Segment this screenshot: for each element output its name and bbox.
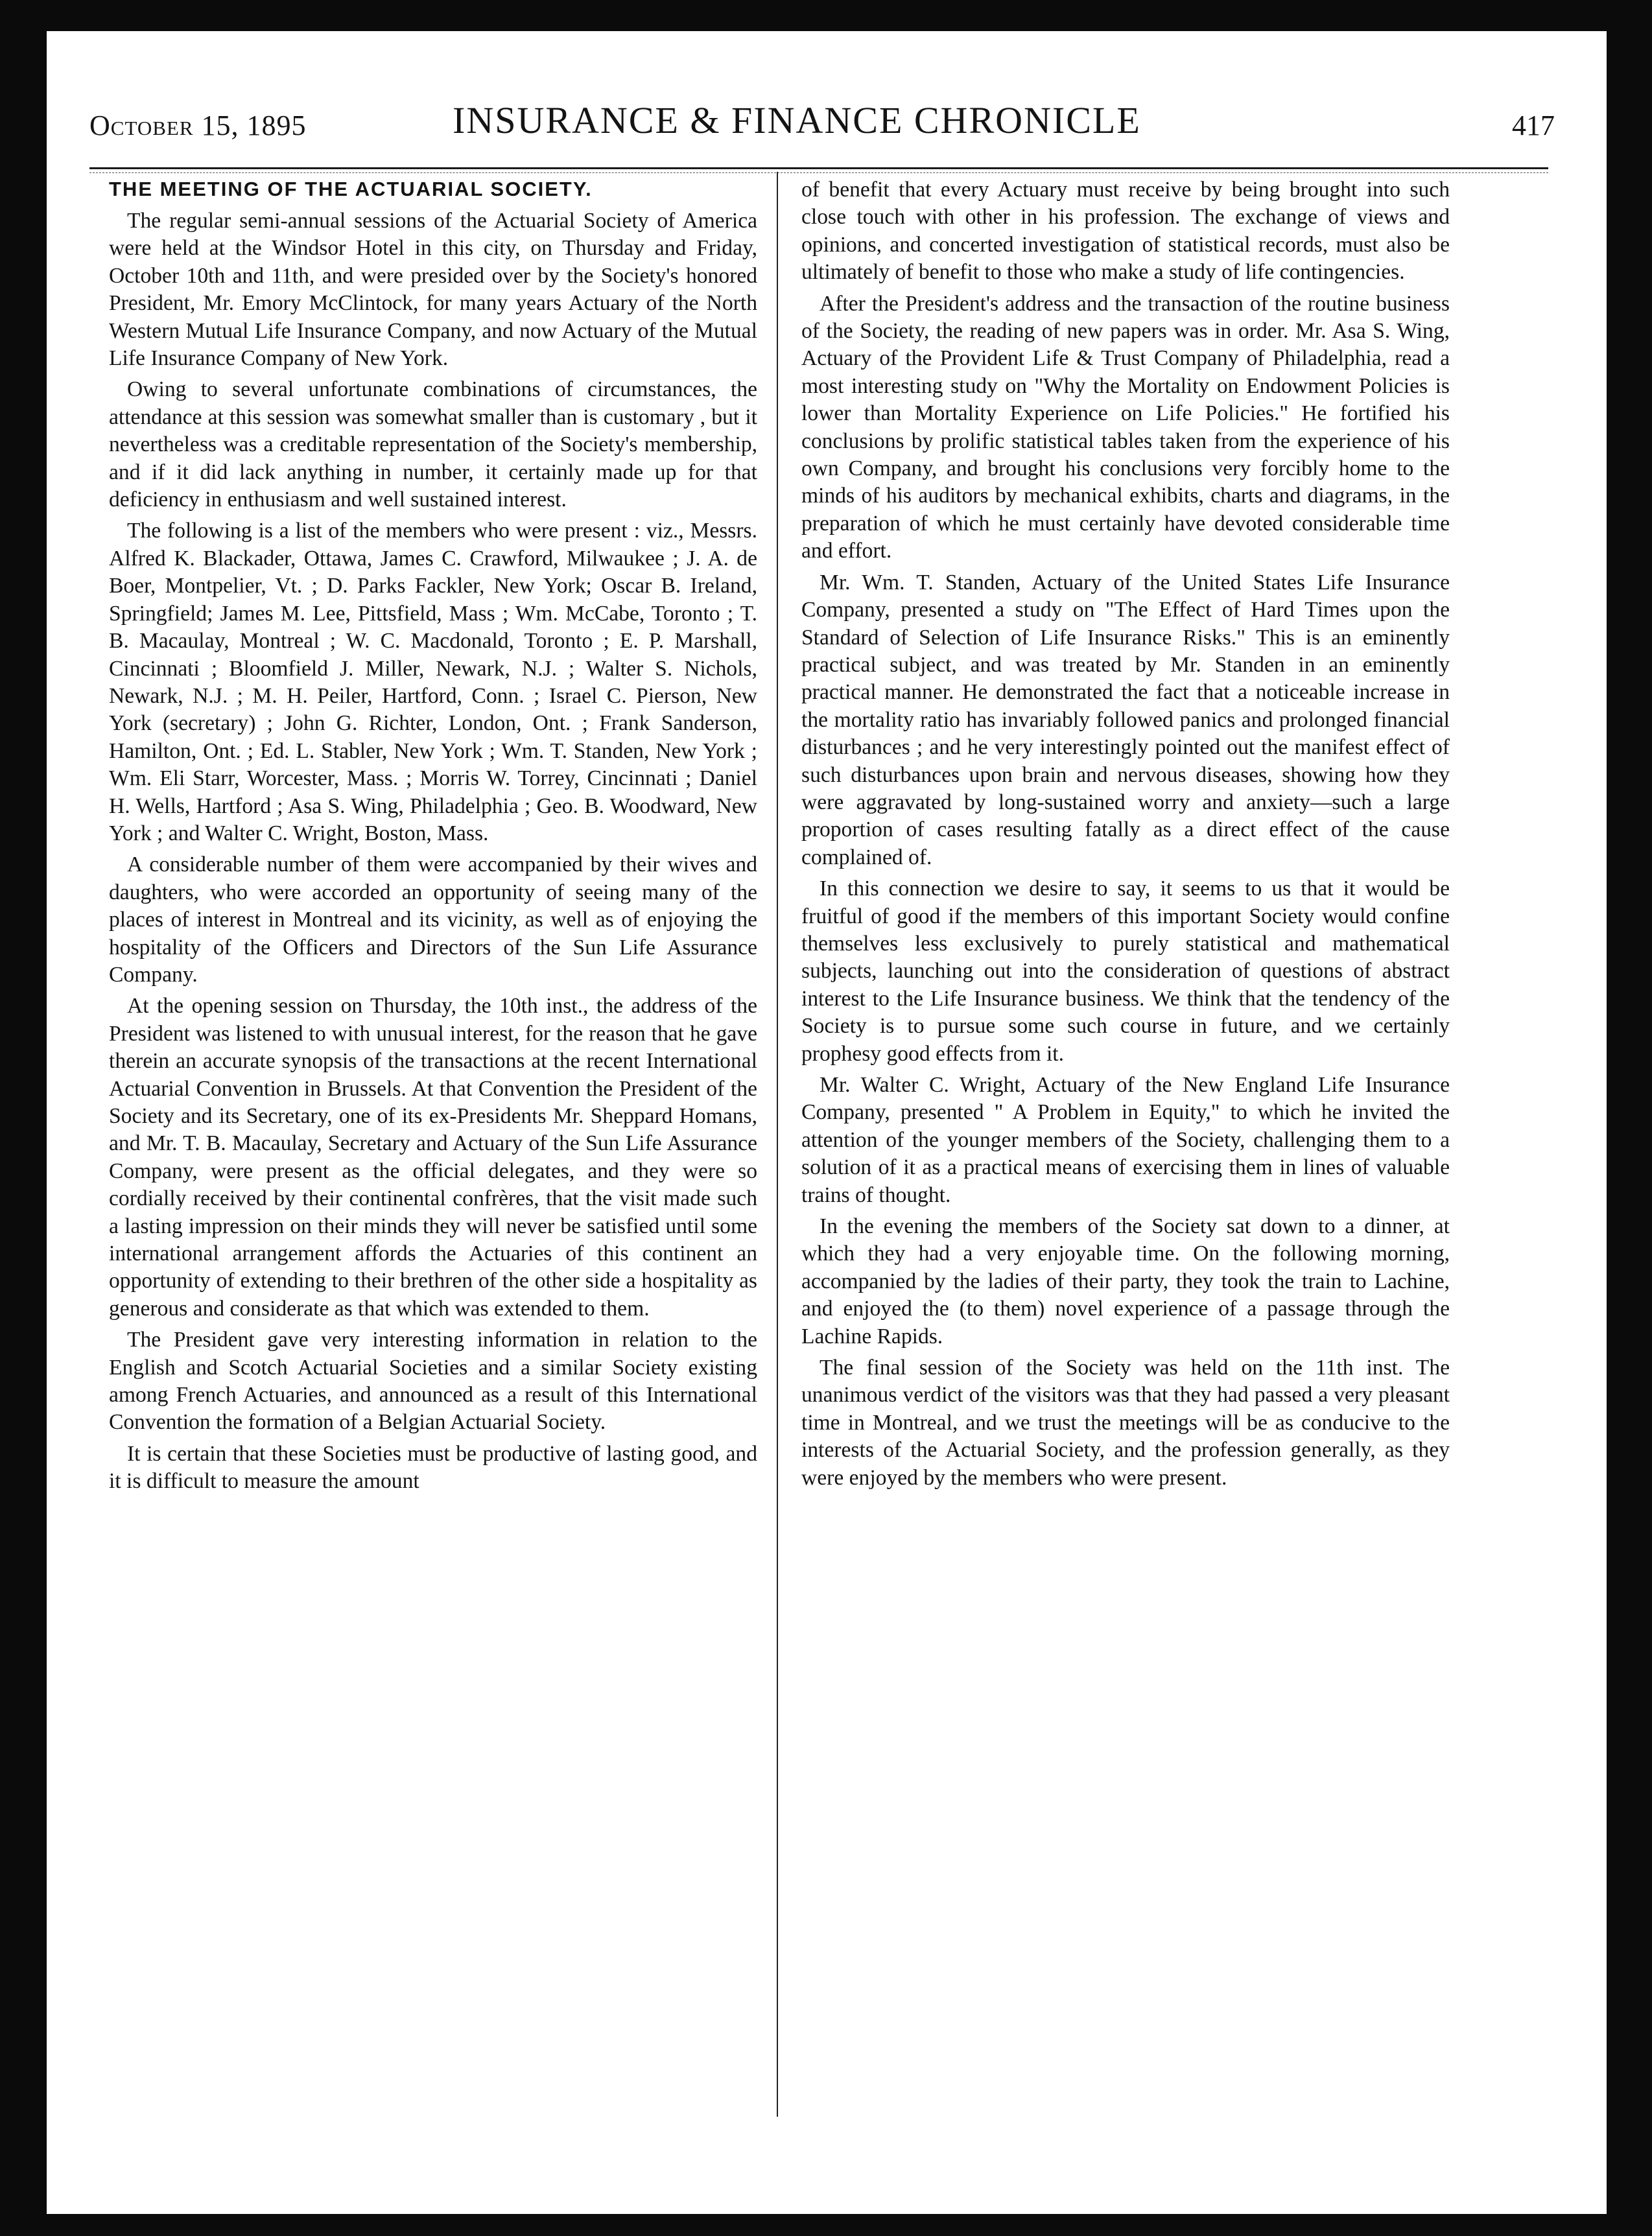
paragraph: A considerable number of them were accompanied by their wives and daughters, who were accorded an opportunity of seeing many of the places of interest in Montreal and its vicinity, as well as of enjoying the hospitality of the Officers and Directors of the Sun Life Assurance Company. xyxy=(109,853,757,987)
page-number: 417 xyxy=(1512,110,1555,141)
scan-border-top xyxy=(0,0,1652,31)
paragraph: In this connection we desire to say, it seems to us that it would be fruitful of good if the members of this important Society would confine themselves less exclusively to purely statistical and mathematical subjects, launching out into the consideration of questions of abstract interest to the Life Insurance business. We think that the tendency of the Society is to pursue some such course in future, and we certainly prophesy good effects from it. xyxy=(801,877,1450,1066)
paragraph-continued: of benefit that every Actuary must receive by being brought into such close touch with other in his profession. The exchange of views and opinions, and concerted investigation of statistical records, must also be ultimately of benefit to those who make a study of life contingencies. xyxy=(801,178,1450,285)
paragraph: Mr. Wm. T. Standen, Actuary of the United States Life Insurance Company, presented a study on "The Effect of Hard Times upon the Standard of Selection of Life Insurance Risks." This is an eminently practical subject, and was treated by Mr. Standen in an eminently practical manner. He demonstrated the fact that a noticeable increase in the mortality ratio has invariably followed panics and prolonged financial disturbances ; and he very interestingly pointed out the manifest effect of such disturbances upon brain and nervous diseases, showing how they were aggravated by long-sustained worry and anxiety—such a large proportion of cases resulting fatally as a direct effect of the cause complained of. xyxy=(801,570,1450,869)
issue-date: October 15, 1895 xyxy=(89,110,307,141)
paragraph: In the evening the members of the Society sat down to a dinner, at which they had a very enjoyable time. On the following morning, accompanied by the ladies of their party, they took the train to Lachine, and enjoyed the (to them) novel experience of a passage through the Lachine Rapids. xyxy=(801,1214,1450,1348)
paragraph: The following is a list of the members who were present : viz., Messrs. Alfred K. Blackader, Ottawa, James C. Crawford, Milwaukee ; J. A. de Boer, Montpelier, Vt. ; D. Parks Fackler, New York; Oscar B. Ireland, Springfield; James M. Lee, Pittsfield, Mass ; Wm. McCabe, Toronto ; T. B. Macaulay, Montreal ; W. C. Macdonald, Toronto ; E. P. Marshall, Cincinnati ; Bloomfield J. Miller, Newark, N.J. ; Walter S. Nichols, Newark, N.J. ; M. H. Peiler, Hartford, Conn. ; Israel C. Pierson, New York (secretary) ; John G. Richter, London, Ont. ; Frank Sanderson, Hamilton, Ont. ; Ed. L. Stabler, New York ; Wm. T. Standen, New York ; Wm. Eli Starr, Worcester, Mass. ; Morris W. Torrey, Cincinnati ; Daniel H. Wells, Hartford ; Asa S. Wing, Philadelphia ; Geo. B. Woodward, New York ; and Walter C. Wright, Boston, Mass. xyxy=(109,519,757,845)
header-rule-dashed xyxy=(89,172,1548,173)
paragraph: It is certain that these Societies must be productive of lasting good, and it is difficult to measure the amount xyxy=(109,1441,757,1494)
scan-border-bottom xyxy=(0,2214,1652,2236)
paragraph: After the President's address and the transaction of the routine business of the Society, the reading of new papers was in order. Mr. Asa S. Wing, Actuary of the Provident Life & Trust Company of Philadelphia, read a most interesting study on "Why the Mortality on Endowment Policies is lower than Mortality Experience on Life Policies." He fortified his conclusions by prolific statistical tables taken from the experience of his own Company, and brought his conclusions very forcibly home to the minds of his auditors by mechanical exhibits, charts and diagrams, in the preparation of which he must certainly have devoted considerable time and effort. xyxy=(801,291,1450,563)
scan-border-left xyxy=(0,0,47,2236)
paragraph: Mr. Walter C. Wright, Actuary of the New England Life Insurance Company, presented " A Problem in Equity," to which he invited the attention of the younger members of the Society, challenging them to a solution of it as a practical means of exercising them in lines of valuable trains of thought. xyxy=(801,1073,1450,1207)
scan-border-right xyxy=(1607,0,1652,2236)
publication-title: INSURANCE & FINANCE CHRONICLE xyxy=(453,99,1141,141)
running-head xyxy=(89,89,1555,161)
article-title: THE MEETING OF THE ACTUARIAL SOCIETY. xyxy=(109,178,593,200)
paragraph: The regular semi-annual sessions of the Actuarial Society of America were held at the Windsor Hotel in this city, on Thursday and Friday, October 10th and 11th, and were presided over by the Society's honored President, Mr. Emory McClintock, for many years Actuary of the North Western Mutual Life Insurance Company, and now Actuary of the Mutual Life Insurance Company of New York. xyxy=(109,209,757,371)
paragraph: The President gave very interesting information in relation to the English and Scotch Actuarial Societies and a similar Society existing among French Actuaries, and announced as a result of this International Convention the formation of a Belgian Actuarial Society. xyxy=(109,1328,757,1435)
paragraph: Owing to several unfortunate combinations of circumstances, the attendance at this session was somewhat smaller than is customary , but it nevertheless was a creditable representation of the Society's membership, and if it did lack anything in number, it certainly made up for that deficiency in enthusiasm and well sustained interest. xyxy=(109,377,757,512)
column-left xyxy=(109,176,757,1500)
paragraph: The final session of the Society was held on the 11th inst. The unanimous verdict of the visitors was that they had passed a very pleasant time in Montreal, and we trust the meetings will be as conducive to the interests of the Actuarial Society, and the profession generally, as they were enjoyed by the members who were present. xyxy=(801,1356,1450,1490)
paragraph: At the opening session on Thursday, the 10th inst., the address of the President was listened to with unusual interest, for the reason that he gave therein an accurate synopsis of the transactions at the recent International Actuarial Convention in Brussels. At that Convention the President of the Society and its Secretary, one of its ex-Presidents Mr. Sheppard Homans, and Mr. T. B. Macaulay, Secretary and Actuary of the Sun Life Assurance Company, were present as the official delegates, and they were so cordially received by their continental confrères, that the visit made such a lasting impression on their minds they will never be satisfied until some international arrangement affords the Actuaries of this continent an opportunity of extending to their brethren of the other side a hospitality as generous and considerate as that which was extended to them. xyxy=(109,994,757,1321)
header-rule xyxy=(89,167,1548,169)
column-divider xyxy=(777,172,778,2117)
column-right xyxy=(801,176,1450,1496)
